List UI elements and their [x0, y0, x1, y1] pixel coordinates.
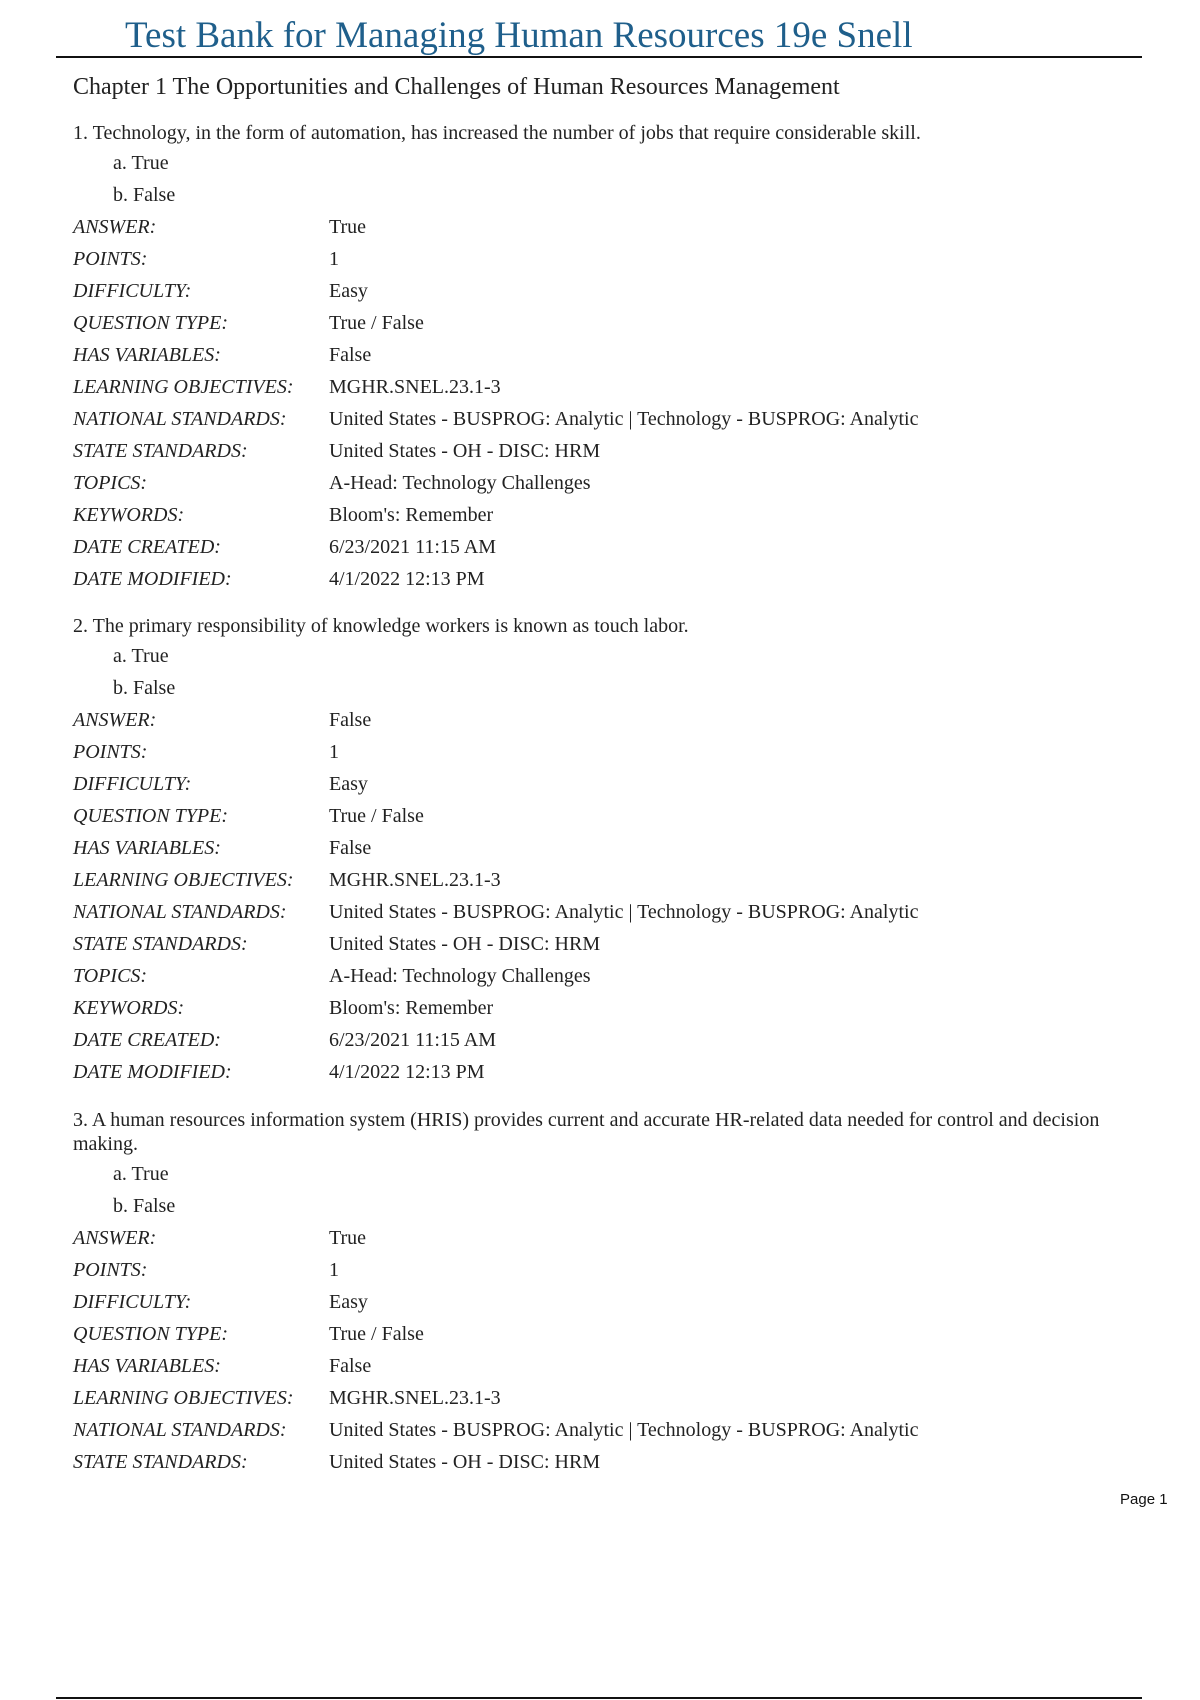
meta-label: LEARNING OBJECTIVES: [73, 376, 294, 398]
meta-row-points [73, 243, 1143, 275]
question-metadata [73, 704, 1143, 1088]
meta-row-has-variables [73, 339, 1143, 371]
meta-value: 6/23/2021 11:15 AM [329, 536, 497, 558]
meta-row-topics [73, 467, 1143, 499]
meta-row-keywords [73, 992, 1143, 1024]
meta-label: HAS VARIABLES: [73, 344, 221, 366]
meta-row-question-type [73, 1318, 1143, 1350]
meta-label: STATE STANDARDS: [73, 1451, 248, 1473]
meta-value: False [329, 837, 372, 859]
meta-label: STATE STANDARDS: [73, 933, 248, 955]
meta-label: HAS VARIABLES: [73, 1355, 221, 1377]
answer-choices [73, 1158, 1143, 1222]
meta-row-date-created [73, 531, 1143, 563]
meta-row-answer [73, 211, 1143, 243]
meta-row-national-standards [73, 896, 1143, 928]
choice-a: a. True [113, 1163, 169, 1185]
bottom-rule [56, 1697, 1142, 1699]
question-metadata [73, 1222, 1143, 1478]
meta-value: 1 [329, 741, 339, 763]
meta-value: 4/1/2022 12:13 PM [329, 1061, 485, 1083]
meta-value: United States - BUSPROG: Analytic | Technology - BUSPROG: Analytic [329, 901, 919, 923]
meta-label: DIFFICULTY: [73, 280, 192, 302]
meta-row-date-modified [73, 1056, 1143, 1088]
meta-label: QUESTION TYPE: [73, 312, 229, 334]
meta-row-answer [73, 704, 1143, 736]
meta-label: POINTS: [73, 741, 148, 763]
meta-value: United States - BUSPROG: Analytic | Technology - BUSPROG: Analytic [329, 408, 919, 430]
meta-row-national-standards [73, 403, 1143, 435]
meta-value: 6/23/2021 11:15 AM [329, 1029, 497, 1051]
meta-value: United States - OH - DISC: HRM [329, 440, 601, 462]
meta-label: POINTS: [73, 1259, 148, 1281]
meta-label: NATIONAL STANDARDS: [73, 901, 287, 923]
meta-value: MGHR.SNEL.23.1-3 [329, 869, 501, 891]
meta-value: 1 [329, 1259, 339, 1281]
meta-label: DATE MODIFIED: [73, 1061, 232, 1083]
chapter-heading: Chapter 1 The Opportunities and Challenges of Human Resources Management [73, 74, 840, 100]
meta-value: True [329, 216, 367, 238]
meta-label: ANSWER: [73, 216, 157, 238]
meta-label: STATE STANDARDS: [73, 440, 248, 462]
meta-row-difficulty [73, 768, 1143, 800]
choice-b: b. False [113, 1195, 176, 1217]
meta-label: KEYWORDS: [73, 504, 185, 526]
meta-label: ANSWER: [73, 709, 157, 731]
meta-label: TOPICS: [73, 472, 148, 494]
meta-value: United States - BUSPROG: Analytic | Technology - BUSPROG: Analytic [329, 1419, 919, 1441]
meta-value: False [329, 344, 372, 366]
meta-row-date-modified [73, 563, 1143, 595]
meta-label: QUESTION TYPE: [73, 1323, 229, 1345]
meta-row-points [73, 736, 1143, 768]
meta-row-question-type [73, 800, 1143, 832]
meta-value: MGHR.SNEL.23.1-3 [329, 1387, 501, 1409]
question-3 [73, 1108, 1143, 1478]
meta-row-difficulty [73, 1286, 1143, 1318]
meta-value: True / False [329, 312, 424, 334]
meta-label: LEARNING OBJECTIVES: [73, 1387, 294, 1409]
meta-row-state-standards [73, 1446, 1143, 1478]
meta-label: DATE MODIFIED: [73, 568, 232, 590]
meta-row-learning-objectives [73, 1382, 1143, 1414]
meta-value: False [329, 1355, 372, 1377]
meta-value: Easy [329, 280, 368, 302]
choice-b: b. False [113, 677, 176, 699]
page-number: Page 1 [1120, 1491, 1168, 1508]
meta-row-difficulty [73, 275, 1143, 307]
question-stem: 1. Technology, in the form of automation, has increased the number of jobs that require considerable skill. [73, 122, 921, 144]
meta-value: 1 [329, 248, 339, 270]
meta-label: ANSWER: [73, 1227, 157, 1249]
meta-row-national-standards [73, 1414, 1143, 1446]
meta-value: Easy [329, 1291, 368, 1313]
meta-row-state-standards [73, 435, 1143, 467]
meta-value: Bloom's: Remember [329, 504, 494, 526]
meta-row-learning-objectives [73, 864, 1143, 896]
meta-value: True [329, 1227, 367, 1249]
meta-value: True / False [329, 805, 424, 827]
meta-label: KEYWORDS: [73, 997, 185, 1019]
choice-a: a. True [113, 645, 169, 667]
choice-a: a. True [113, 152, 169, 174]
meta-row-state-standards [73, 928, 1143, 960]
document-title: Test Bank for Managing Human Resources 19e Snell [125, 15, 913, 56]
question-metadata [73, 211, 1143, 595]
meta-value: A-Head: Technology Challenges [329, 472, 591, 494]
meta-label: QUESTION TYPE: [73, 805, 229, 827]
meta-row-points [73, 1254, 1143, 1286]
meta-row-question-type [73, 307, 1143, 339]
meta-label: DIFFICULTY: [73, 1291, 192, 1313]
meta-row-has-variables [73, 832, 1143, 864]
meta-value: Bloom's: Remember [329, 997, 494, 1019]
meta-label: POINTS: [73, 248, 148, 270]
question-1 [73, 121, 1143, 595]
meta-label: HAS VARIABLES: [73, 837, 221, 859]
title-rule [56, 56, 1142, 58]
answer-choices [73, 640, 1143, 704]
meta-value: False [329, 709, 372, 731]
meta-row-topics [73, 960, 1143, 992]
meta-value: A-Head: Technology Challenges [329, 965, 591, 987]
meta-label: NATIONAL STANDARDS: [73, 1419, 287, 1441]
meta-label: LEARNING OBJECTIVES: [73, 869, 294, 891]
meta-value: Easy [329, 773, 368, 795]
meta-value: 4/1/2022 12:13 PM [329, 568, 485, 590]
meta-row-answer [73, 1222, 1143, 1254]
meta-value: MGHR.SNEL.23.1-3 [329, 376, 501, 398]
question-stem: 2. The primary responsibility of knowledge workers is known as touch labor. [73, 615, 689, 637]
meta-label: NATIONAL STANDARDS: [73, 408, 287, 430]
meta-row-learning-objectives [73, 371, 1143, 403]
meta-label: TOPICS: [73, 965, 148, 987]
meta-label: DATE CREATED: [73, 1029, 221, 1051]
answer-choices [73, 147, 1143, 211]
question-2 [73, 614, 1143, 1088]
meta-label: DIFFICULTY: [73, 773, 192, 795]
meta-value: United States - OH - DISC: HRM [329, 933, 601, 955]
meta-label: DATE CREATED: [73, 536, 221, 558]
meta-row-has-variables [73, 1350, 1143, 1382]
meta-row-keywords [73, 499, 1143, 531]
meta-value: United States - OH - DISC: HRM [329, 1451, 601, 1473]
meta-value: True / False [329, 1323, 424, 1345]
question-stem: 3. A human resources information system (HRIS) provides current and accurate HR-related data needed for control and decision making. [73, 1109, 1100, 1155]
meta-row-date-created [73, 1024, 1143, 1056]
choice-b: b. False [113, 184, 176, 206]
